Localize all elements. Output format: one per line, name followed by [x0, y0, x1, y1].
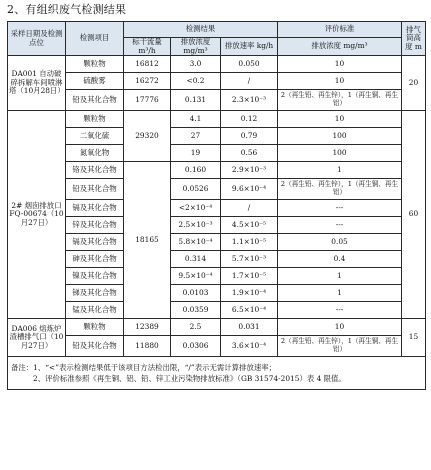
flow-cell: 16272 [124, 73, 171, 90]
notes-cell [8, 357, 426, 390]
std-cell: --- [278, 302, 402, 319]
header-height: 排气筒高度 m [402, 22, 426, 56]
table-row [8, 73, 426, 90]
notes-row [8, 357, 426, 390]
table-row [8, 162, 426, 179]
table-row [8, 111, 426, 128]
flow-cell: 18165 [124, 162, 171, 319]
std-cell: 2（再生铅、再生锌），1（再生铜、再生铝） [278, 90, 402, 111]
conc-cell: 2.5 [171, 319, 221, 336]
table-row [8, 302, 426, 319]
header-standard: 评价标准 [278, 22, 402, 38]
table-row [8, 268, 426, 285]
flow-cell: 17776 [124, 90, 171, 111]
header-sampling: 采样日期及检测点位 [8, 22, 66, 56]
item-cell: 镉及其化合物 [66, 200, 124, 217]
item-cell: 铅及其化合物 [66, 336, 124, 357]
emission-results-table [7, 21, 426, 390]
note-line-2: 2、评价标准参照《再生铜、铝、铅、锌工业污染物排放标准》（GB 31574-2015）表 4 限值。 [33, 374, 346, 384]
header-rate: 排放速率 kg/h [221, 38, 278, 56]
section-title: 2、有组织废气检测结果 [7, 3, 127, 16]
conc-cell: <2×10⁻⁴ [171, 200, 221, 217]
item-cell: 锌及其化合物 [66, 217, 124, 234]
table-row [8, 217, 426, 234]
item-cell: 二氧化硫 [66, 128, 124, 145]
conc-cell: 0.0526 [171, 179, 221, 200]
table-row [8, 336, 426, 357]
item-cell: 颗粒物 [66, 111, 124, 128]
conc-cell: 0.314 [171, 251, 221, 268]
conc-cell: 0.160 [171, 162, 221, 179]
rate-cell: 0.031 [221, 319, 278, 336]
table-row [8, 285, 426, 302]
stack-height: 15 [402, 319, 426, 357]
rate-cell: 3.6×10⁻⁴ [221, 336, 278, 357]
flow-cell: 11880 [124, 336, 171, 357]
sampling-point: DA006 熔炼炉渣槽排气口（10月27日） [8, 319, 66, 357]
table-row [8, 179, 426, 200]
table-row [8, 234, 426, 251]
rate-cell: 9.6×10⁻⁴ [221, 179, 278, 200]
header-std-conc: 排放浓度 mg/m³ [278, 38, 402, 56]
rate-cell: 1.7×10⁻⁵ [221, 268, 278, 285]
std-cell: 100 [278, 145, 402, 162]
conc-cell: 0.0103 [171, 285, 221, 302]
rate-cell: / [221, 73, 278, 90]
conc-cell: 19 [171, 145, 221, 162]
std-cell: --- [278, 217, 402, 234]
table-row [8, 90, 426, 111]
sampling-point: DA001 自动破碎拆解车间喷淋塔（10月28日） [8, 56, 66, 111]
rate-cell: 0.12 [221, 111, 278, 128]
conc-cell: 2.5×10⁻³ [171, 217, 221, 234]
stack-height: 60 [402, 111, 426, 319]
conc-cell: 0.131 [171, 90, 221, 111]
header-results: 检测结果 [124, 22, 278, 38]
conc-cell: 27 [171, 128, 221, 145]
rate-cell: 2.3×10⁻³ [221, 90, 278, 111]
std-cell: 10 [278, 111, 402, 128]
conc-cell: 0.0306 [171, 336, 221, 357]
std-cell: --- [278, 200, 402, 217]
conc-cell: 4.1 [171, 111, 221, 128]
item-cell: 铬及其化合物 [66, 162, 124, 179]
rate-cell: 4.5×10⁻⁵ [221, 217, 278, 234]
rate-cell: / [221, 200, 278, 217]
note-line-1: 备注：1、“<”表示检测结果低于该项目方法检出限，“/”表示无需计算排放速率； [11, 362, 277, 372]
item-cell: 硫酸雾 [66, 73, 124, 90]
item-cell: 颗粒物 [66, 56, 124, 73]
header-item: 检测项目 [66, 22, 124, 56]
rate-cell: 0.050 [221, 56, 278, 73]
conc-cell: <0.2 [171, 73, 221, 90]
item-cell: 锑及其化合物 [66, 285, 124, 302]
flow-cell: 29320 [124, 111, 171, 162]
flow-cell: 16812 [124, 56, 171, 73]
item-cell: 砷及其化合物 [66, 251, 124, 268]
conc-cell: 3.0 [171, 56, 221, 73]
conc-cell: 5.8×10⁻⁴ [171, 234, 221, 251]
table-row [8, 56, 426, 73]
std-cell: 1 [278, 162, 402, 179]
table-row [8, 145, 426, 162]
stack-height: 20 [402, 56, 426, 111]
item-cell: 锰及其化合物 [66, 302, 124, 319]
rate-cell: 1.1×10⁻⁵ [221, 234, 278, 251]
std-cell: 1 [278, 285, 402, 302]
rate-cell: 0.56 [221, 145, 278, 162]
item-cell: 颗粒物 [66, 319, 124, 336]
table-row [8, 319, 426, 336]
rate-cell: 6.5×10⁻⁴ [221, 302, 278, 319]
item-cell: 镍及其化合物 [66, 268, 124, 285]
std-cell: 10 [278, 56, 402, 73]
item-cell: 铅及其化合物 [66, 90, 124, 111]
std-cell: 0.05 [278, 234, 402, 251]
table-row [8, 251, 426, 268]
std-cell: 2（再生铅、再生锌），1（再生铜、再生铝） [278, 336, 402, 357]
item-cell: 铅及其化合物 [66, 179, 124, 200]
rate-cell: 2.9×10⁻³ [221, 162, 278, 179]
std-cell: 10 [278, 73, 402, 90]
item-cell: 氮氧化物 [66, 145, 124, 162]
std-cell: 1 [278, 268, 402, 285]
std-cell: 0.4 [278, 251, 402, 268]
std-cell: 10 [278, 319, 402, 336]
table-row [8, 200, 426, 217]
item-cell: 镉及其化合物 [66, 234, 124, 251]
rate-cell: 0.79 [221, 128, 278, 145]
sampling-point: 2# 烟囱排放口 FQ-00674（10月27日） [8, 111, 66, 319]
std-cell: 2（再生铅、再生锌），1（再生铜、再生铝） [278, 179, 402, 200]
std-cell: 100 [278, 128, 402, 145]
header-conc: 排放浓度 mg/m³ [171, 38, 221, 56]
conc-cell: 0.0359 [171, 302, 221, 319]
rate-cell: 5.7×10⁻³ [221, 251, 278, 268]
table-row [8, 128, 426, 145]
rate-cell: 1.9×10⁻⁴ [221, 285, 278, 302]
header-flow: 标干流量 m³/h [124, 38, 171, 56]
conc-cell: 9.5×10⁻⁴ [171, 268, 221, 285]
flow-cell: 12389 [124, 319, 171, 336]
